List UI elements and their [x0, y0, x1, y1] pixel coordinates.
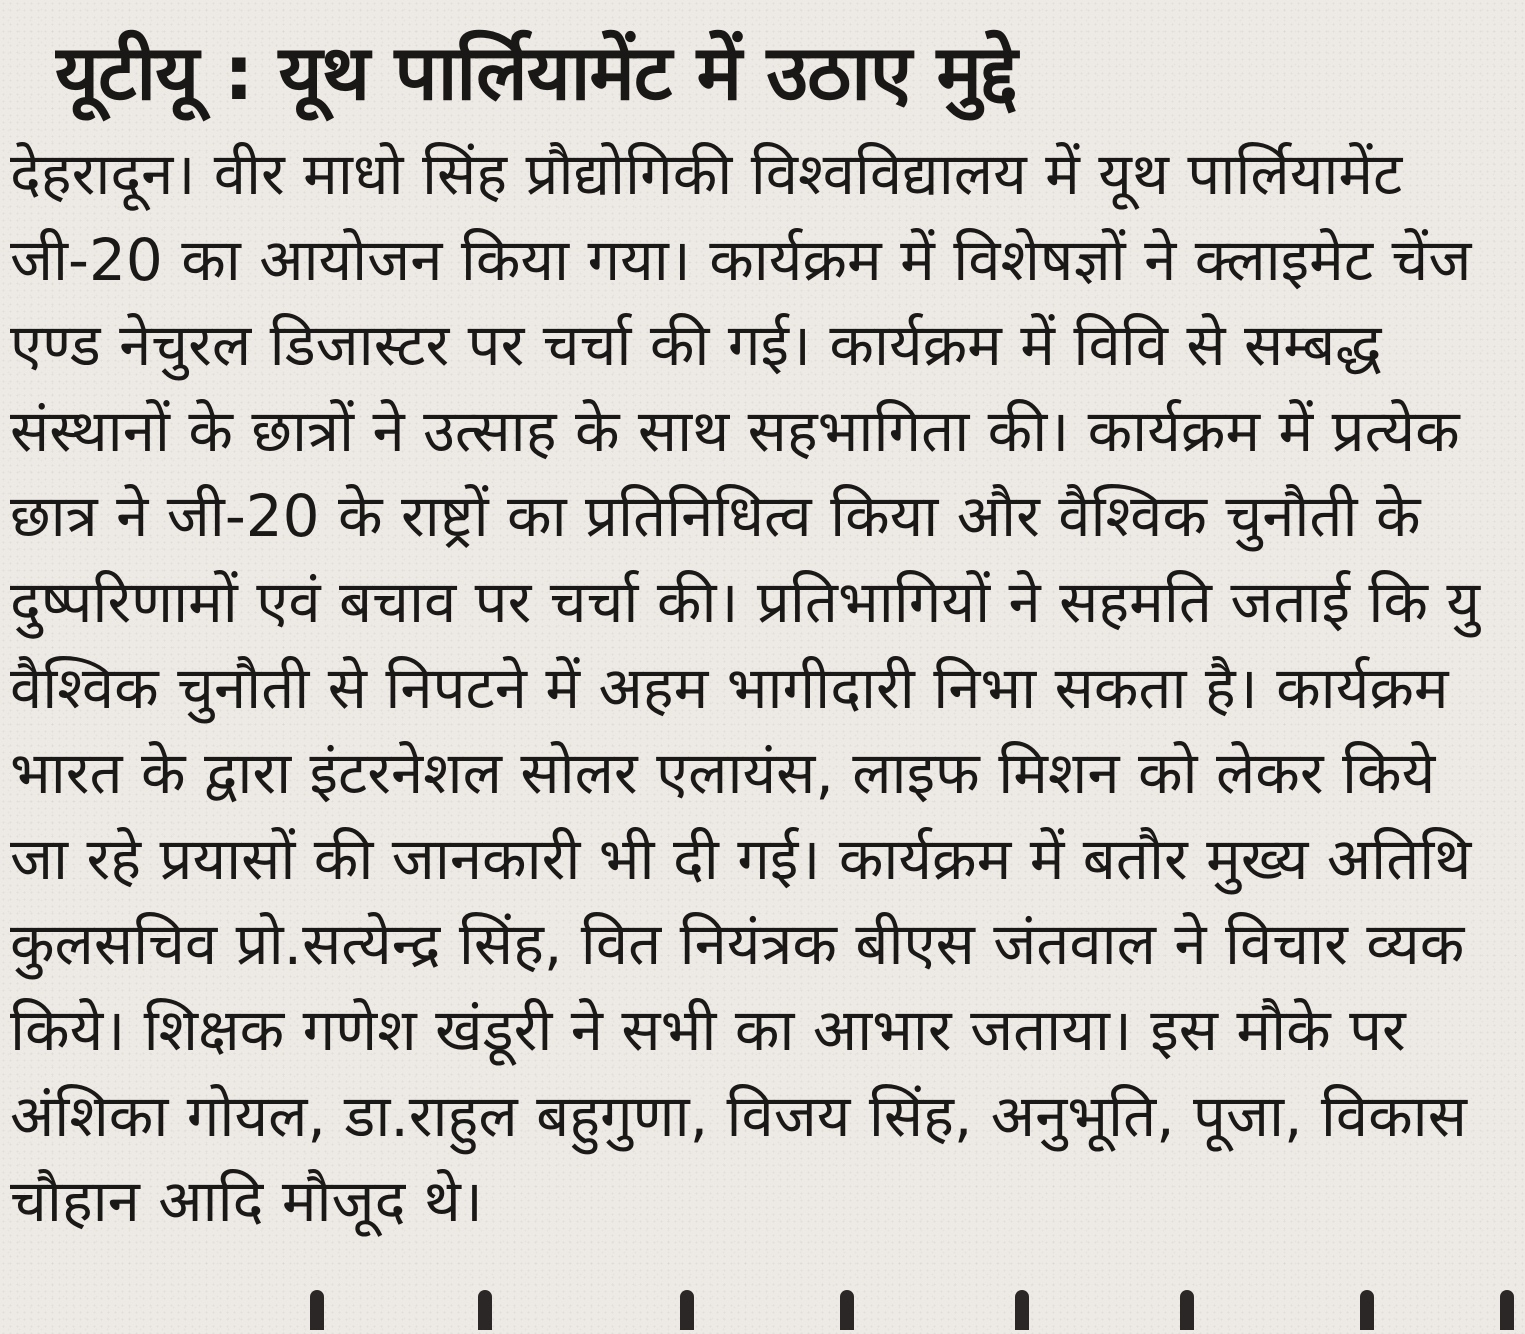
article-line: वैश्विक चुनौती से निपटने में अहम भागीदारी निभा सकता है। कार्यक्रम [10, 653, 1449, 722]
article-line: जी-20 का आयोजन किया गया। कार्यक्रम में विशेषज्ञों ने क्लाइमेट चेंज [10, 225, 1472, 294]
glyph-fragment [478, 1290, 492, 1330]
article-line: देहरादून। वीर माधो सिंह प्रौद्योगिकी विश्वविद्यालय में यूथ पार्लियामेंट [10, 140, 1403, 208]
glyph-fragment [1360, 1290, 1374, 1330]
glyph-fragment [1015, 1290, 1029, 1330]
article-line: कुलसचिव प्रो.सत्येन्द्र सिंह, वित नियंत्रक बीएस जंतवाल ने विचार व्यक [10, 910, 1465, 979]
glyph-fragment [310, 1290, 324, 1330]
article-line: दुष्परिणामों एवं बचाव पर चर्चा की। प्रतिभागियों ने सहमति जताई कि यु [10, 567, 1481, 636]
glyph-fragment [1180, 1290, 1194, 1330]
glyph-fragment [840, 1290, 854, 1330]
article-line: भारत के द्वारा इंटरनेशल सोलर एलायंस, लाइफ मिशन को लेकर किये [10, 739, 1436, 808]
glyph-fragment [1500, 1290, 1514, 1330]
glyph-fragment [680, 1290, 694, 1330]
article-headline: यूटीयू : यूथ पार्लियामेंट में उठाए मुद्दे [55, 28, 1017, 117]
article-line: अंशिका गोयल, डा.राहुल बहुगुणा, विजय सिंह, अनुभूति, पूजा, विकास [10, 1081, 1467, 1150]
article-line: चौहान आदि मौजूद थे। [10, 1167, 483, 1236]
article-line: किये। शिक्षक गणेश खंडूरी ने सभी का आभार जताया। इस मौके पर [10, 995, 1406, 1064]
article-body [10, 132, 1525, 1282]
article-line: संस्थानों के छात्रों ने उत्साह के साथ सहभागिता की। कार्यक्रम में प्रत्येक [10, 396, 1460, 465]
article-line: जा रहे प्रयासों की जानकारी भी दी गई। कार्यक्रम में बतौर मुख्य अतिथि [10, 824, 1472, 893]
article-line: छात्र ने जी-20 के राष्ट्रों का प्रतिनिधित्व किया और वैश्विक चुनौती के [10, 482, 1421, 551]
cropped-next-line-fragment [0, 1290, 1525, 1334]
article-line: एण्ड नेचुरल डिजास्टर पर चर्चा की गई। कार्यक्रम में विवि से सम्बद्ध [10, 311, 1382, 380]
